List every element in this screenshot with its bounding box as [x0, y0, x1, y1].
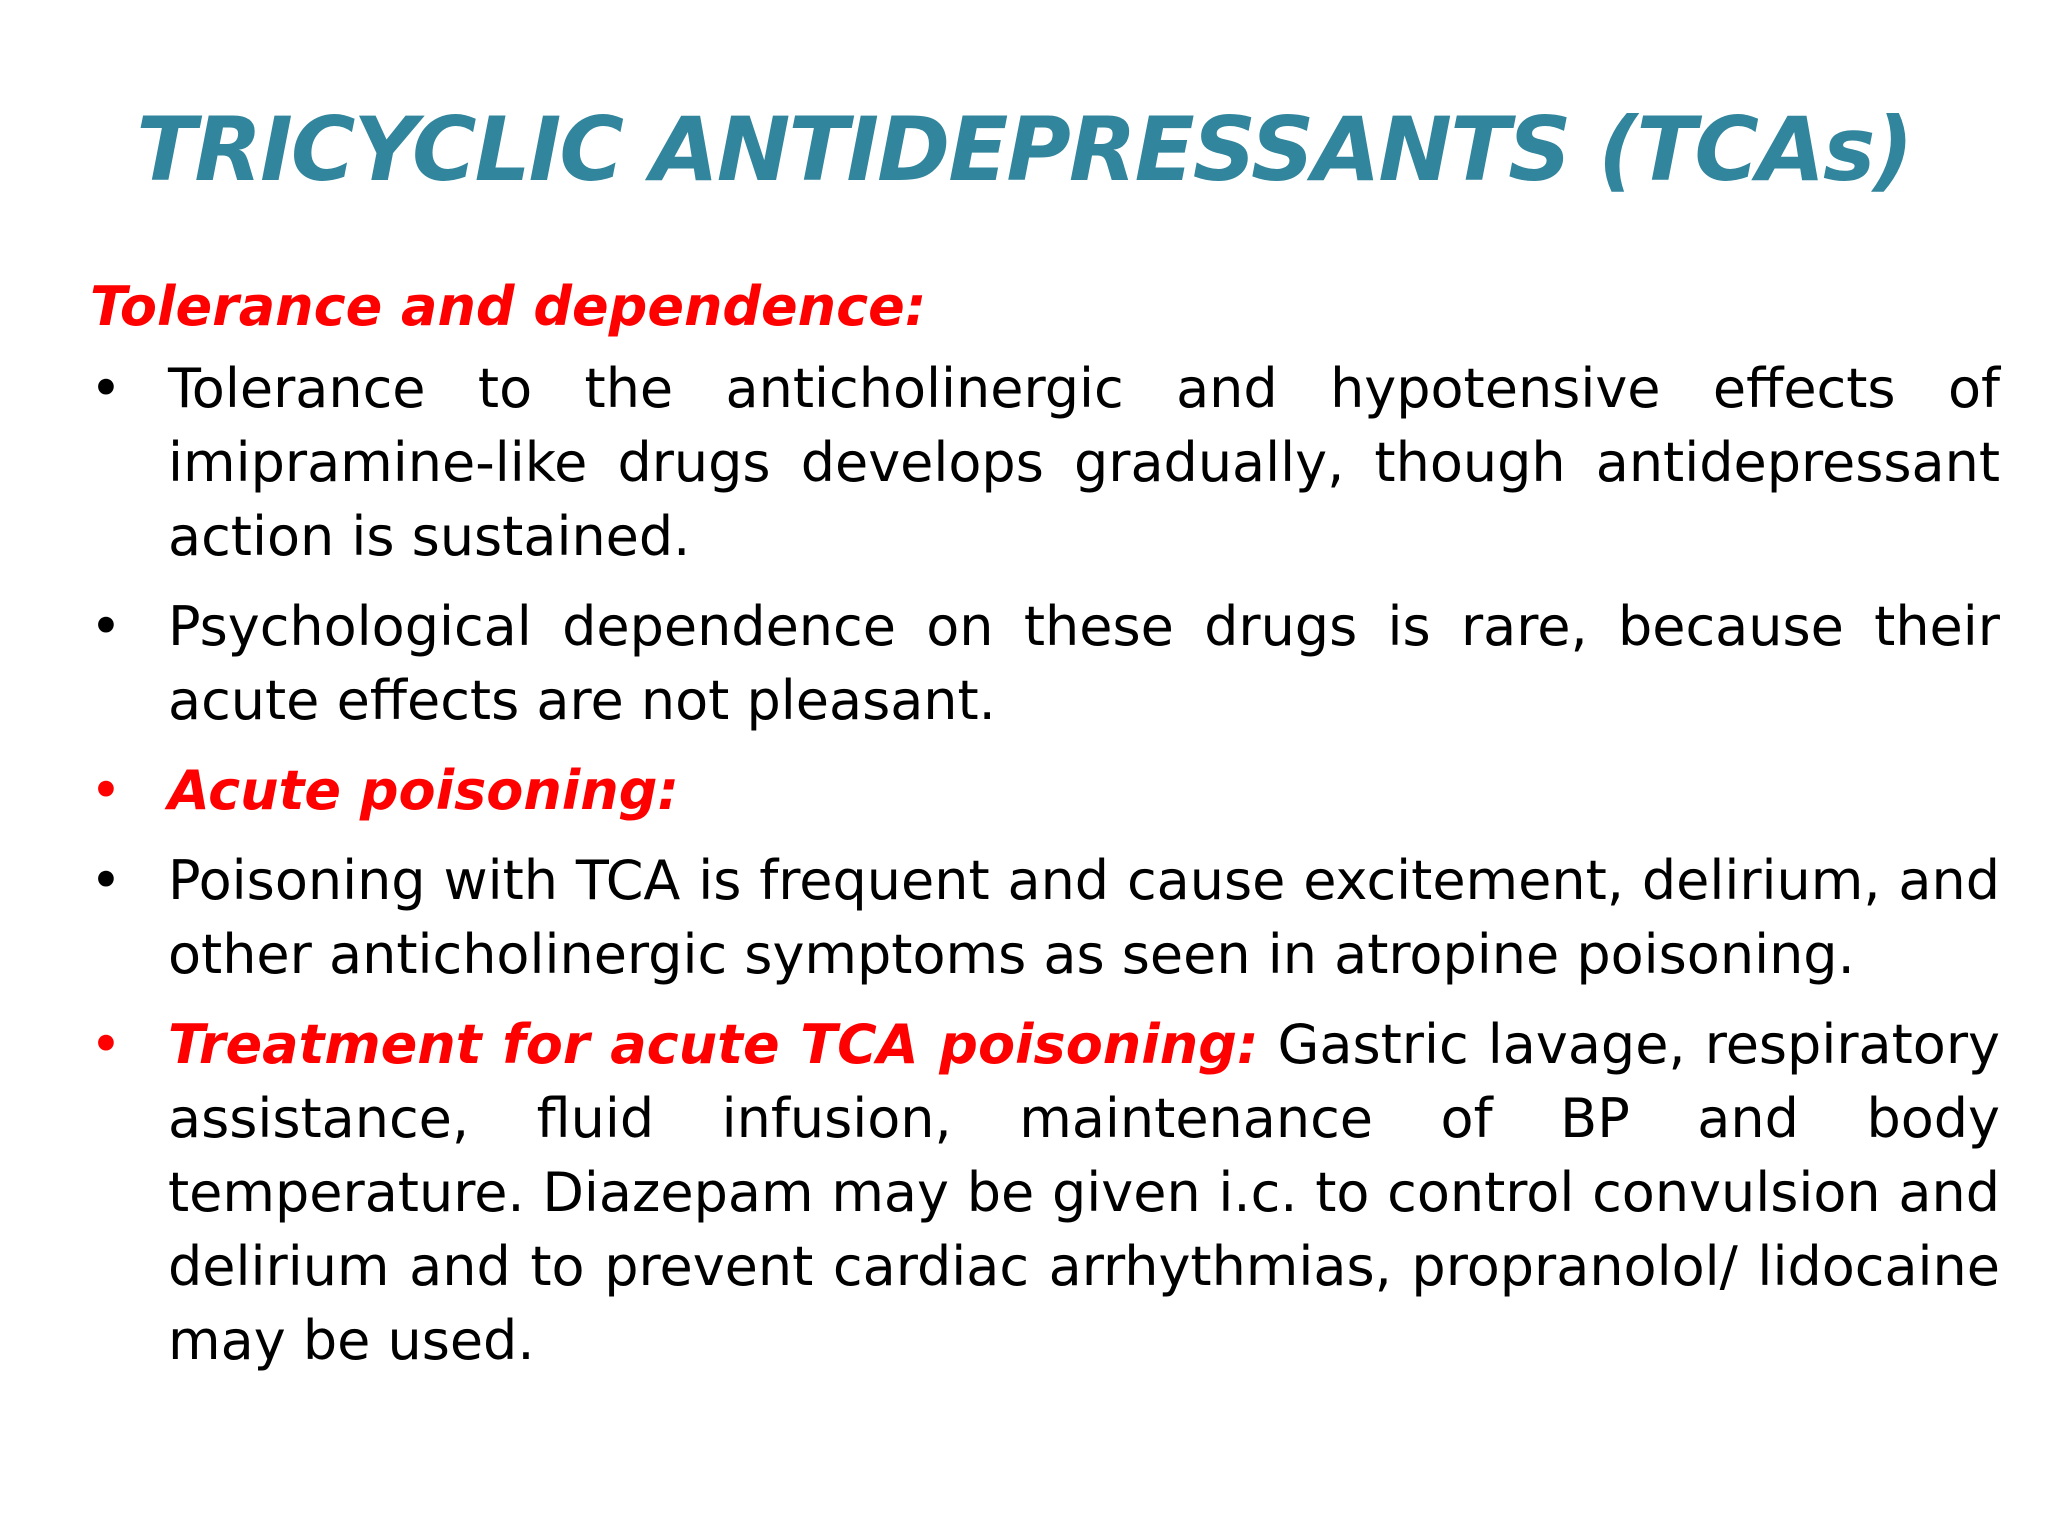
bullet-dot-icon: • [90, 849, 122, 912]
bullet-text: Psychological dependence on these drugs is rare, because their acute effects are not pleasant. [168, 595, 2000, 732]
section-heading-tolerance: Tolerance and dependence: [90, 275, 927, 338]
bullet-dot-icon: • [90, 1013, 122, 1076]
slide-title: TRICYCLIC ANTIDEPRESSANTS (TCAs) [136, 98, 1912, 201]
bullet-dot-icon: • [90, 759, 122, 822]
bullet-list [90, 352, 2000, 1378]
bullet-text: Poisoning with TCA is frequent and cause excitement, delirium, and other anticholinergic symptoms as seen in atropine poisoning. [168, 849, 2000, 986]
bullet-text: Gastric lavage, respiratory assistance, fluid infusion, maintenance of BP and body temperature. Diazepam may be given i.c. to control convulsion and delirium and to prevent cardiac arrhythmias, propranolol/ lidocaine may be used. [168, 1013, 2001, 1372]
bullet-dot-icon: • [90, 357, 122, 420]
bullet-dot-icon: • [90, 595, 122, 658]
bullet-text: Tolerance to the anticholinergic and hypotensive effects of imipramine-like drugs develops gradually, though antidepressant action is sustained. [168, 357, 2000, 568]
bullet-label-treatment: Treatment for acute TCA poisoning: [168, 1013, 1259, 1076]
bullet-item-poisoning [90, 844, 2000, 992]
slide-content [90, 270, 2000, 1394]
bullet-item-dependence [90, 590, 2000, 738]
bullet-item-tolerance [90, 352, 2000, 574]
bullet-label-acute-poisoning: Acute poisoning: [168, 759, 679, 822]
bullet-item-treatment [90, 1008, 2000, 1378]
bullet-item-acute-poisoning-heading [90, 754, 2000, 828]
